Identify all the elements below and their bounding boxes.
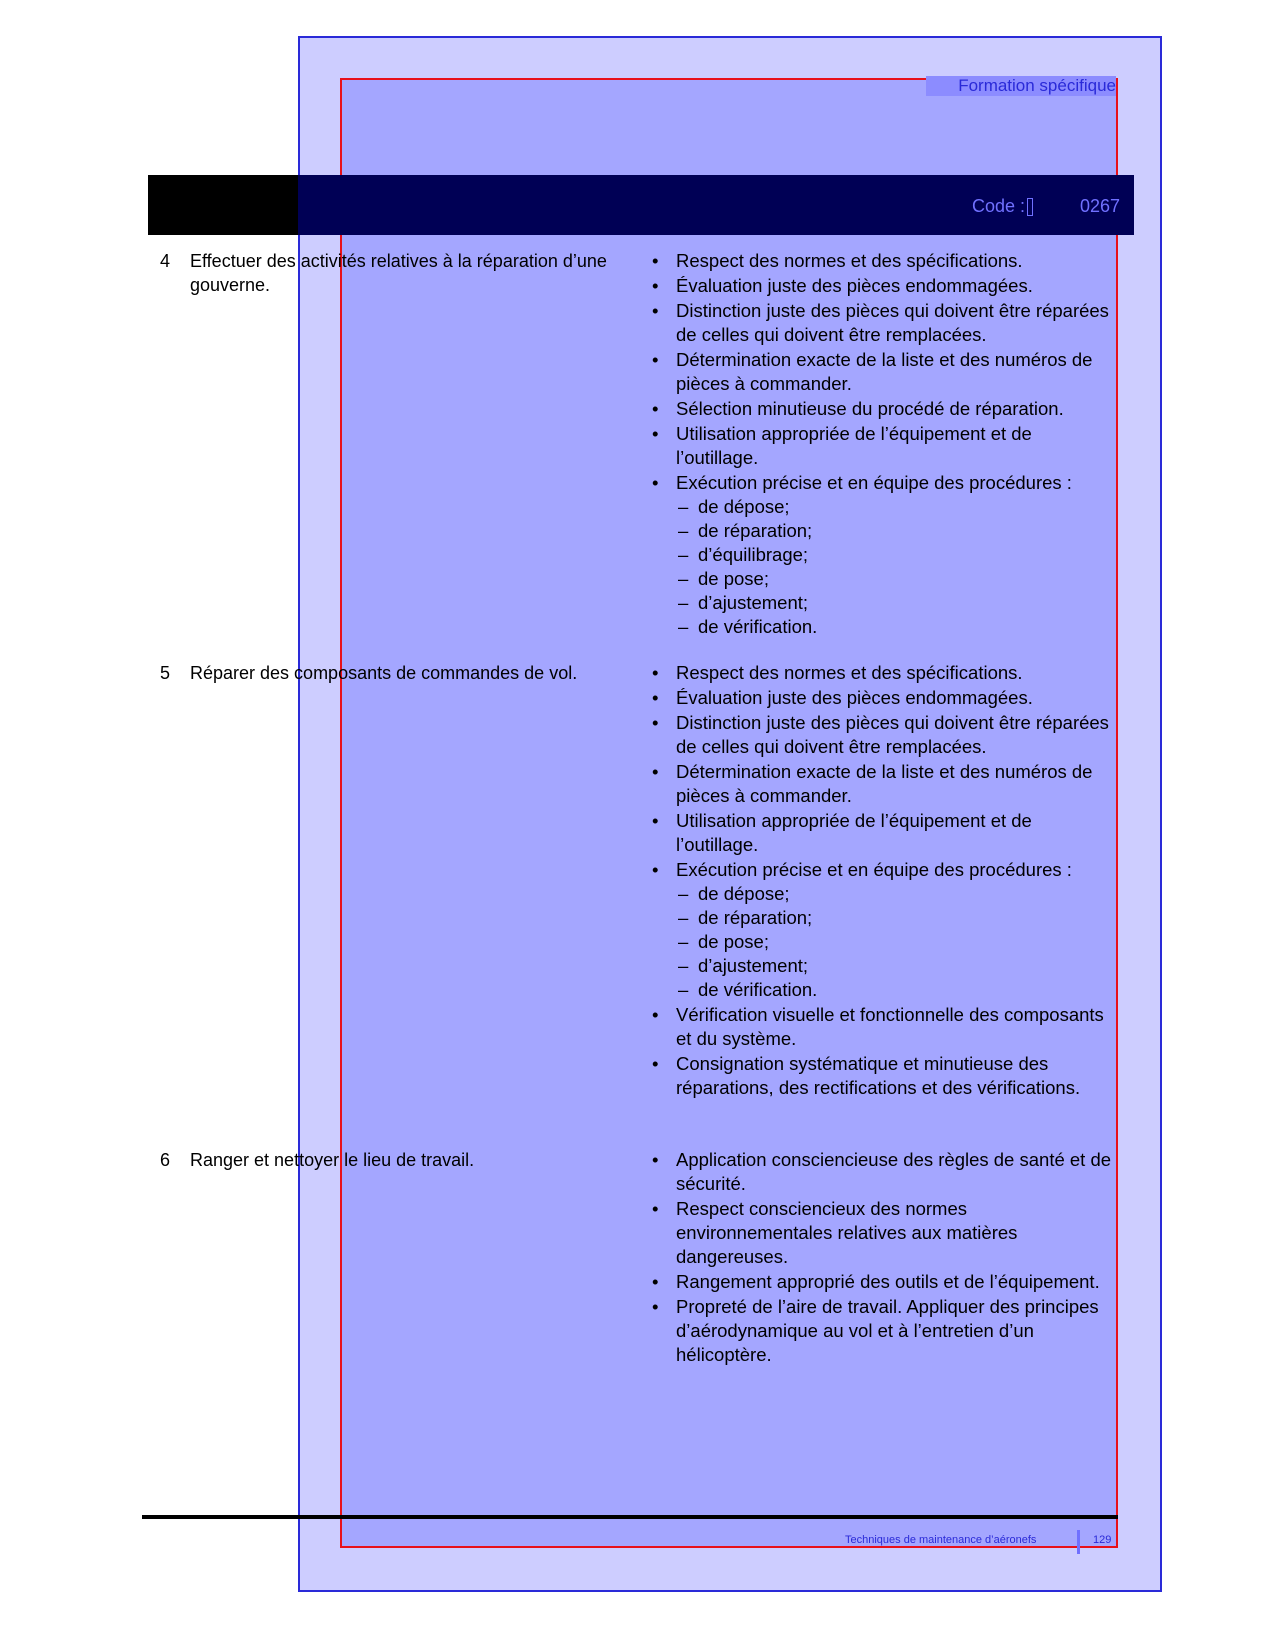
criterion: • Évaluation juste des pièces endommagées. xyxy=(652,275,1033,296)
bullet-icon: • xyxy=(652,349,659,370)
bullet-icon: • xyxy=(652,687,659,708)
criterion: • Sélection minutieuse du procédé de réparation. xyxy=(652,398,1064,419)
bullet-icon: • xyxy=(652,472,659,493)
dash-icon: – xyxy=(678,907,689,928)
dash-icon: – xyxy=(678,592,689,613)
dash-icon: – xyxy=(678,616,689,637)
criterion: • Détermination exacte de la liste et des numéros de pièces à commander. xyxy=(652,761,1093,806)
bullet-icon: • xyxy=(652,1149,659,1170)
criterion: • Exécution précise et en équipe des procédures : – de dépose; – de réparation; – de pose; – d’ajustement; – de vérification. xyxy=(652,858,1112,1002)
procedure-sublist xyxy=(676,882,1112,1002)
criterion: • Utilisation appropriée de l’équipement et de l’outillage. xyxy=(652,423,1032,468)
criteria-list xyxy=(652,1148,1112,1368)
dash-icon: – xyxy=(678,496,689,517)
sub-item: – d’ajustement; xyxy=(678,955,809,976)
sub-item: – d’équilibrage; xyxy=(678,544,809,565)
criterion: • Distinction juste des pièces qui doivent être réparées de celles qui doivent être remplacées. xyxy=(652,300,1109,345)
sub-item: – de dépose; xyxy=(678,883,790,904)
code-separator xyxy=(1027,198,1033,216)
criterion: • Consignation systématique et minutieuse des réparations, des rectifications et des vérifications. xyxy=(652,1053,1081,1098)
bullet-icon: • xyxy=(652,859,659,880)
bullet-icon: • xyxy=(652,1198,659,1219)
footer-rule xyxy=(142,1515,1118,1519)
bullet-icon: • xyxy=(652,1271,659,1292)
sub-item: – de réparation; xyxy=(678,520,813,541)
step-title: Réparer des composants de commandes de vol. xyxy=(190,663,578,683)
bullet-icon: • xyxy=(652,1053,659,1074)
bullet-icon: • xyxy=(652,423,659,444)
bullet-icon: • xyxy=(652,712,659,733)
sub-item: – de pose; xyxy=(678,931,769,952)
criterion: • Respect des normes et des spécifications. xyxy=(652,662,1023,683)
running-head: Formation spécifique xyxy=(926,76,1116,96)
step-number: 4 xyxy=(160,251,171,271)
sub-item: – de dépose; xyxy=(678,496,790,517)
sub-item: – de vérification. xyxy=(678,616,818,637)
criteria-list xyxy=(652,661,1112,1101)
dash-icon: – xyxy=(678,883,689,904)
footer-separator xyxy=(1077,1530,1080,1554)
footer-text: Techniques de maintenance d’aéronefs xyxy=(845,1534,1037,1546)
sub-item: – de réparation; xyxy=(678,907,813,928)
criterion: • Détermination exacte de la liste et des numéros de pièces à commander. xyxy=(652,349,1093,394)
sub-item: – de vérification. xyxy=(678,979,818,1000)
code-value: 0267 xyxy=(1080,196,1121,216)
criterion: • Exécution précise et en équipe des procédures : – de dépose; – de réparation; – d’équilibrage; – de pose; – d’ajustement; – de vérification. xyxy=(652,471,1112,639)
dash-icon: – xyxy=(678,955,689,976)
criterion: • Rangement approprié des outils et de l’équipement. xyxy=(652,1271,1100,1292)
criterion: • Respect consciencieux des normes environnementales relatives aux matières dangereuses. xyxy=(652,1198,1018,1267)
procedure-sublist xyxy=(676,495,1112,639)
dash-icon: – xyxy=(678,979,689,1000)
criterion: • Vérification visuelle et fonctionnelle des composants et du système. xyxy=(652,1004,1104,1049)
criterion: • Évaluation juste des pièces endommagées. xyxy=(652,687,1033,708)
sub-item: – d’ajustement; xyxy=(678,592,809,613)
step-number: 5 xyxy=(160,663,171,683)
sub-item: – de pose; xyxy=(678,568,769,589)
criterion: • Application consciencieuse des règles de santé et de sécurité. xyxy=(652,1149,1112,1194)
page-number: 129 xyxy=(1093,1534,1112,1546)
criterion: • Propreté de l’aire de travail. Appliquer des principes d’aérodynamique au vol et à l’entretien d’un hélicoptère. xyxy=(652,1296,1099,1365)
criterion: • Distinction juste des pièces qui doivent être réparées de celles qui doivent être remplacées. xyxy=(652,712,1109,757)
step-title: Effectuer des activités relatives à la réparation d’une gouverne. xyxy=(190,251,607,295)
dash-icon: – xyxy=(678,931,689,952)
step-number: 6 xyxy=(160,1150,171,1170)
bullet-icon: • xyxy=(652,250,659,271)
criterion: • Utilisation appropriée de l’équipement et de l’outillage. xyxy=(652,810,1032,855)
bullet-icon: • xyxy=(652,810,659,831)
bullet-icon: • xyxy=(652,1296,659,1317)
bullet-icon: • xyxy=(652,761,659,782)
step-title: Ranger et nettoyer le lieu de travail. xyxy=(190,1150,475,1170)
criteria-list xyxy=(652,249,1112,640)
dash-icon: – xyxy=(678,568,689,589)
criterion: • Respect des normes et des spécifications. xyxy=(652,250,1023,271)
dash-icon: – xyxy=(678,544,689,565)
bullet-icon: • xyxy=(652,275,659,296)
bullet-icon: • xyxy=(652,398,659,419)
bullet-icon: • xyxy=(652,300,659,321)
code-label: Code : xyxy=(972,196,1026,216)
bullet-icon: • xyxy=(652,1004,659,1025)
dash-icon: – xyxy=(678,520,689,541)
bullet-icon: • xyxy=(652,662,659,683)
